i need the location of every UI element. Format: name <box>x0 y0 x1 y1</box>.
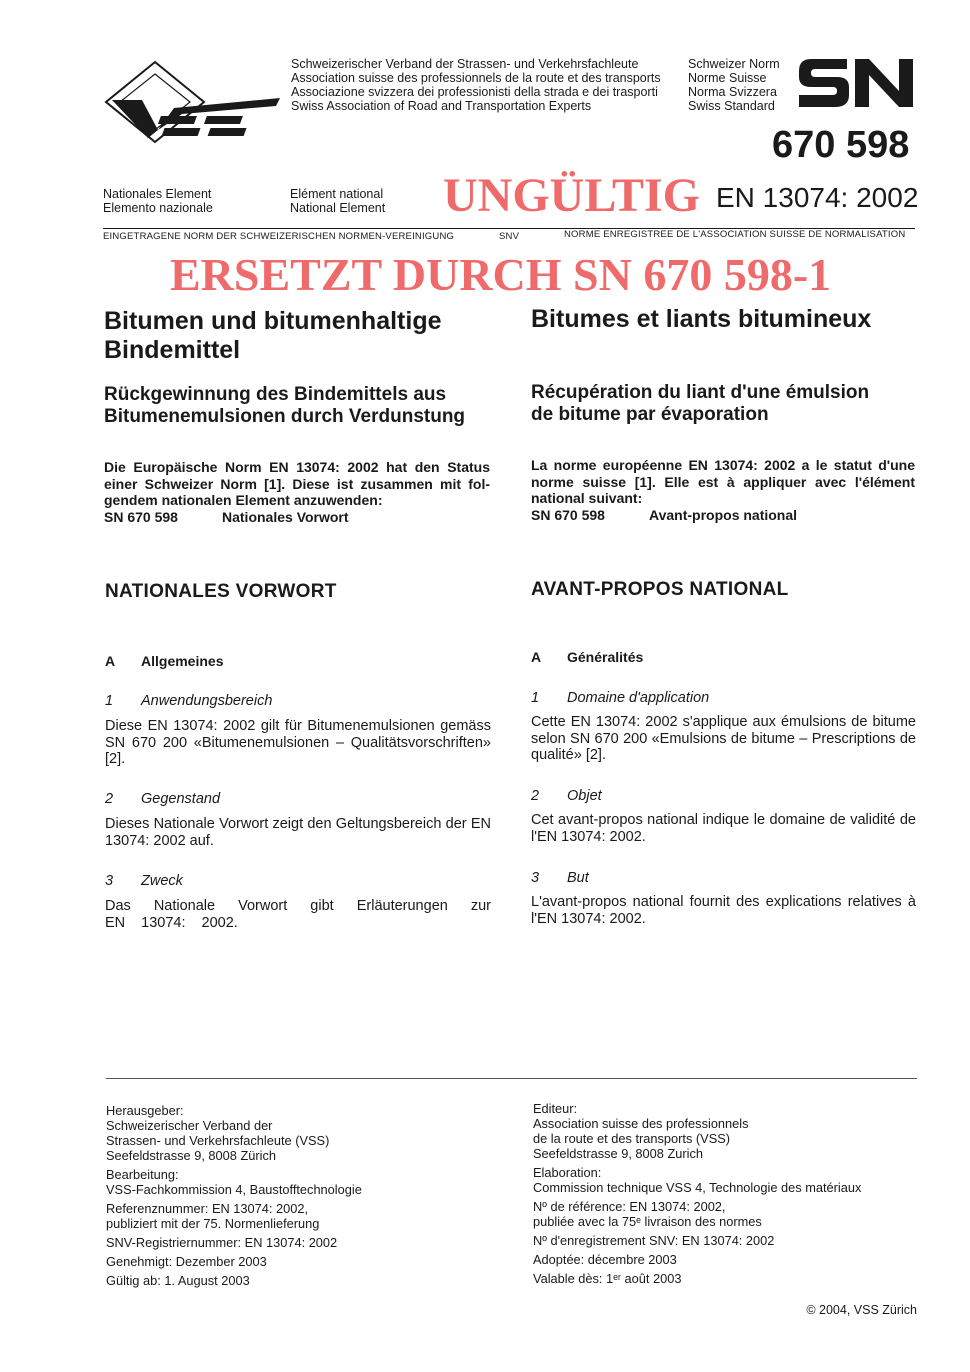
footer-fr <box>533 1101 933 1286</box>
footer-line: publiée avec la 75ᵉ livraison des normes <box>533 1214 762 1229</box>
standard-line: Schweizer Norm <box>688 57 780 71</box>
copyright: © 2004, VSS Zürich <box>806 1303 917 1317</box>
org-line: Association suisse des professionnels de la route et des transports <box>291 71 661 85</box>
section-a-de <box>105 653 223 669</box>
subtitle-line: Récupération du liant d'une émulsion <box>531 382 870 403</box>
title-de <box>104 307 504 365</box>
subtitle-de <box>104 384 504 428</box>
registration-right: NORME ENREGISTREE DE L'ASSOCIATION SUISSE DE NORMALISATION <box>564 229 906 240</box>
subsection-1-de <box>105 693 272 709</box>
paragraph-3-fr: L'avant-propos national fournit des explications relatives à l'EN 13074: 2002. <box>531 894 916 927</box>
element-line: National Element <box>290 201 386 215</box>
subsection-3-fr <box>531 870 589 886</box>
footer-line: Seefeldstrasse 9, 8008 Zürich <box>106 1148 277 1163</box>
intro-code: SN 670 598 <box>104 509 178 525</box>
paragraph-2-de: Dieses Nationale Vorwort zeigt den Geltungsbereich der EN 13074: 2002 auf. <box>105 816 491 849</box>
sn-logo <box>797 57 915 109</box>
intro-code: SN 670 598 <box>531 507 605 523</box>
intro-fr: La norme européenne EN 13074: 2002 a le statut d'une norme suisse [1]. Elle est à appliquer avec l'élément national suivant: <box>531 457 915 506</box>
standard-line: Norme Suisse <box>688 71 767 85</box>
registration-mid: SNV <box>499 231 520 242</box>
footer-line: Seefeldstrasse 9, 8008 Zurich <box>533 1146 704 1161</box>
footer-line: Genehmigt: Dezember 2003 <box>106 1254 267 1269</box>
element-line: Elément national <box>290 187 384 201</box>
element-line: Elemento nazionale <box>103 201 213 215</box>
footer-line: Nº d'enregistrement SNV: EN 13074: 2002 <box>533 1233 775 1248</box>
section-a-fr <box>531 649 643 665</box>
section-number: A <box>105 653 116 669</box>
footer-line: Editeur: <box>533 1101 578 1116</box>
footer-line: Association suisse des professionnels <box>533 1116 749 1131</box>
subsection-2-de <box>105 791 220 807</box>
footer-line: de la route et des transports (VSS) <box>533 1131 731 1146</box>
subtitle-line: Rückgewinnung des Bindemittels aus <box>104 384 447 405</box>
title-line: Bitumes et liants bitumineux <box>531 305 872 333</box>
subsection-number: 1 <box>531 690 540 706</box>
footer-line: Gültig ab: 1. August 2003 <box>106 1273 250 1288</box>
registration-left: EINGETRAGENE NORM DER SCHWEIZERISCHEN NORMEN-VEREINIGUNG <box>103 231 455 242</box>
element-line: Nationales Element <box>103 187 212 201</box>
intro-ref-de <box>104 509 490 526</box>
subtitle-line: Bitumenemulsionen durch Verdunstung <box>104 406 466 427</box>
standard-line: Norma Svizzera <box>688 85 777 99</box>
footer-line: Commission technique VSS 4, Technologie des matériaux <box>533 1180 862 1195</box>
footer-line: Nº de référence: EN 13074: 2002, <box>533 1199 726 1214</box>
stamp-invalid: UNGÜLTIG <box>443 169 700 222</box>
sn-number: 670 598 <box>772 124 910 166</box>
intro-label: Avant-propos national <box>649 507 798 523</box>
standard-line: Swiss Standard <box>688 99 775 113</box>
subsection-title: Gegenstand <box>141 791 221 807</box>
footer-line: Schweizerischer Verband der <box>106 1118 273 1133</box>
en-code: EN 13074: 2002 <box>716 182 919 213</box>
subsection-title: Zweck <box>141 873 183 889</box>
element-de <box>103 187 213 215</box>
section-title: Généralités <box>567 649 644 665</box>
subsection-title: But <box>567 870 589 886</box>
org-line: Swiss Association of Road and Transportation Experts <box>291 99 592 113</box>
foreword-heading-fr: AVANT-PROPOS NATIONAL <box>531 579 789 600</box>
paragraph-2-fr: Cet avant-propos national indique le domaine de validité de l'EN 13074: 2002. <box>531 812 916 845</box>
org-names <box>291 57 661 113</box>
element-fr <box>290 187 385 215</box>
footer-line: Valable dès: 1ᵉʳ août 2003 <box>533 1271 682 1286</box>
subsection-title: Anwendungsbereich <box>141 693 273 709</box>
subsection-2-fr <box>531 788 602 804</box>
org-line: Associazione svizzera dei professionisti della strada e dei trasporti <box>291 85 658 99</box>
footer-line: Bearbeitung: <box>106 1167 179 1182</box>
foreword-heading-de: NATIONALES VORWORT <box>105 581 337 602</box>
footer-line: Elaboration: <box>533 1165 602 1180</box>
title-fr <box>531 305 931 334</box>
footer-line: Herausgeber: <box>106 1103 184 1118</box>
footer-de <box>106 1103 506 1288</box>
org-line: Schweizerischer Verband der Strassen- und Verkehrsfachleute <box>291 57 639 71</box>
footer-rule <box>106 1078 917 1079</box>
subsection-number: 2 <box>531 788 540 804</box>
footer-line: Strassen- und Verkehrsfachleute (VSS) <box>106 1133 330 1148</box>
subtitle-fr <box>531 382 931 426</box>
section-number: A <box>531 649 542 665</box>
subsection-number: 2 <box>105 791 114 807</box>
stamp-replaced: ERSETZT DURCH SN 670 598-1 <box>170 249 832 300</box>
subsection-number: 3 <box>105 873 114 889</box>
title-line: Bitumen und bitumenhaltige <box>104 307 442 335</box>
intro-de: Die Europäische Norm EN 13074: 2002 hat den Status einer Schweizer Norm [1]. Diese ist zusammen mit fol-gendem nationalen Element anzuwenden: <box>104 459 490 508</box>
subsection-title: Domaine d'application <box>567 690 710 706</box>
subsection-1-fr <box>531 690 709 706</box>
paragraph-1-fr: Cette EN 13074: 2002 s'applique aux émulsions de bitume selon SN 670 200 «Emulsions de bitume – Prescriptions de qualité» [2]. <box>531 714 916 763</box>
subsection-title: Objet <box>567 788 602 804</box>
subsection-number: 3 <box>531 870 540 886</box>
title-line: Bindemittel <box>104 336 241 364</box>
standard-type <box>688 57 780 113</box>
subsection-3-de <box>105 873 183 889</box>
section-title: Allgemeines <box>141 653 224 669</box>
subtitle-line: de bitume par évaporation <box>531 404 769 425</box>
footer-line: SNV-Registriernummer: EN 13074: 2002 <box>106 1235 338 1250</box>
footer-line: publiziert mit der 75. Normenlieferung <box>106 1216 320 1231</box>
footer-line: Referenznummer: EN 13074: 2002, <box>106 1201 309 1216</box>
intro-ref-fr <box>531 507 915 524</box>
paragraph-1-de: Diese EN 13074: 2002 gilt für Bitumenemulsionen gemäss SN 670 200 «Bitumenemulsionen – Qualitätsvorschriften» [2]. <box>105 718 491 767</box>
paragraph-3-de: Das Nationale Vorwort gibt Erläuterungen zur EN 13074: 2002. <box>105 898 491 931</box>
footer-line: Adoptée: décembre 2003 <box>533 1252 677 1267</box>
subsection-number: 1 <box>105 693 114 709</box>
footer-line: VSS-Fachkommission 4, Baustofftechnologie <box>106 1182 362 1197</box>
intro-label: Nationales Vorwort <box>222 509 349 525</box>
vss-logo <box>100 58 285 146</box>
